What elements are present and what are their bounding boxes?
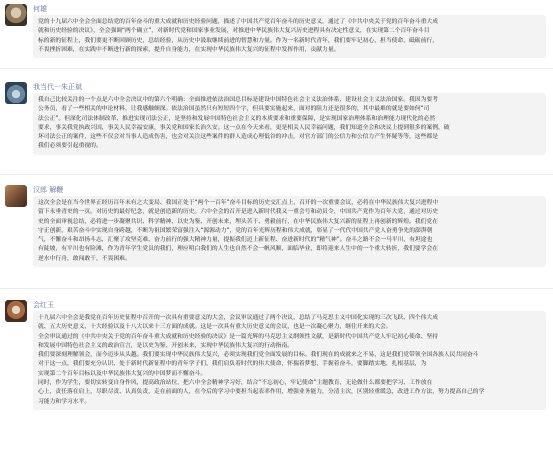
comment-text-line: 就和历史经验的决议》，全会强调“两个确立”，对新时代党和国家事业发展，对推进中华民族伟大复兴历史进程具有决定性意义，在实现第二个百年奋斗目 [38,28,430,35]
comment-text-line: 就、五大历史意义、十大经验以及十八大以来十三方面的成就。这是一次具有重大历史意义的会议，也是一次凝心聚力，继往开来的大会。 [38,324,392,331]
comment-text-line: 全会审议通过的《中共中央关于党的百年奋斗重大成就和历史经验的决议》是一篇光辉的马克思主义纲领性文献，是新时代中国共产党人牢记初心使命、坚持 [38,333,438,340]
comment-body [33,196,546,267]
comment-text-line: 逆水中行舟，敢闯敢干，不畏困难。 [38,255,131,262]
comment-author[interactable]: 汉郎 解鞭 [33,186,64,194]
comment-text-line: 和发展中国特色社会主义的政治宣言，是以史为鉴、开创未来，实现中华民族伟大复兴的行动指南。 [38,342,294,349]
post-divider [0,288,553,289]
comment-text-line: 不畏挫折困难，在实践中不断进行新的探索，提升自身能力，在实现中华民族伟大复兴的征程中发挥作用，贡献力量。 [38,46,340,53]
comment-text-line: 习能力和学习水平。 [38,398,91,405]
comment-text-line: 法公正”。但深化司法体制改革，推进实现司法公正，是坚持和发展中国特色社会主义的本质要求和重要保障，是实现国家治理体系和治理能力现代化的必然 [38,115,436,122]
comment-text-line: 气，不懈奋斗和昂扬斗志，汇聚了攻坚克难、奋力前行的强大精神力量，提振我们迈上新征程、奋进新时代的“精气神”。奋斗之路不会一马平川，有坦途也 [38,237,433,244]
comment-text-line: 实现第二个百年目标以及中华民族伟大复兴的中国梦而不懈奋斗。 [38,370,207,377]
comment-text-line: 我们必须要引起重视的。 [38,143,102,150]
comment-text-line: 坏司法公正的案件，这些不仅会对当事人造成伤害，也会对关注这些案件的群人造成心理低谷的冲击，对官方部门的公信力和公信力产生怀疑等等，这些都是 [38,134,438,141]
comment-text-line: 我们要深刻理解领会，而今迈步从头越。我们要实现中华民族伟大复兴，必须实现我们党全面发展的目标。我们现在的成就来之不易，这是我们党带领全国各族人民共同奋斗 [38,352,479,359]
user-avatar[interactable] [5,82,27,104]
comment-text-line: 党的十九届六中全会全面总结党的百年奋斗的重大成就和历史经验问题，描述了中国共产党百年奋斗的历史意义，通过了《中共中央关于党的百年奋斗重大成 [38,19,438,25]
post-divider [0,68,553,69]
post-divider [0,174,553,175]
comment-text-line: 这次全会是在当今世界正经历百年未有之大变局、我国正处于“两个一百年”奋斗目标的历史交汇点上，召开的一次重要会议，必将在中华民族伟大复兴进程中 [38,200,439,206]
comment-text-line: 我自己比较关注的一个点是六中全会决议中的第六个明确：全面推进依法治国总目标是建设中国特色社会主义法治体系，建设社会主义法治国家。我因为要考 [38,97,438,103]
comment-text-line: 十九届六中全会是我党在百年历史征程中召开的一次具有重要意义的大会，会议审议通过了两个决议，总结了马克思主义中国化实现的三次飞跃、四个伟大成 [38,315,438,321]
user-avatar[interactable] [5,4,27,26]
comment-text-line: 有陡坡，有平川也有险滩，作为青年学生党员的我们，理应明白我们的人生也自然不会一帆风顺，面临毕业，即将迎来人生中的一个重大转折，我们要学会在 [38,246,438,253]
comment-text-line: 要求，事关我党执政兴国，事关人民幸福安康，事关党和国家长治久安。这一点在今天来看，更是相关人民幸福问题，我们知道全会和决议上提到很多的案例，破 [38,124,450,131]
comment-text-line: 留下永垂青史的一页。对历史的最好纪念，就是创造新的历史。六中全会的召开是进入新时代我又一重会号和动员令，中国共产党作为百年大党，通过对历史 [38,209,438,216]
comment-author[interactable]: 我当代一朱正斌 [33,83,82,91]
comment-author[interactable]: 何雄 [33,5,47,13]
comment-text-line: 标的新的征程上，我们要更不断回顾历史，总结经验，从历史中汲取继续前进的智慧和力量。作为一名新时代青年，我们要牢记初心，担当使命，砥砺前行， [38,37,438,44]
comment-text-line: 同时，作为学生，要切实转变自身作风，提高政治站位，把六中全会精神学习好，结合“不忘初心，牢记使命”主题教育，无论做什么都要把学习、工作放在 [38,380,433,387]
comment-body [33,93,546,155]
comment-body [33,311,546,410]
comment-text-line: 公务员，看了一些相关的申论材料，让我感触颇深。依法治国虽然只有短短四个字，但具要实施起来，面对的阻力还是很多的，其中最难的就是要如何“司 [38,106,430,113]
comment-text-line: 心上，责任落在肩上，尽职尽责、认真负责，走在前面的人，在今后的学习中要担当起表率作用，增强业务能力，分清主次，区别轻重缓急，改进工作方法，努力提高自己的学 [38,389,485,396]
user-avatar[interactable] [5,185,27,207]
comment-text-line: 史的全面审视总结，必将进一步凝聚共识、科学精神、以史为鉴、开创未来，埋头苦干、勇毅前行，在中华民族伟大复兴新的征程上再创新的辉煌。我们党在 [38,218,438,225]
comment-text-line: 对于这一点，我们要充分认识、处于新时代新征程中的青年学子们，我们肩负着时代的伟大使命，怀揣着梦想，手握着奋斗，要脚踏实地，扎根基层，为 [38,361,427,368]
comment-text-line: 守正创新，艰苦奋斗中实现自身跨越，不断为祖国繁荣富强注入“源源动力”，党的百年光辉历程和伟大成就，彰显了一代代中国共产党人奋勇争先的澎湃朝 [38,227,433,234]
user-avatar[interactable] [5,300,27,322]
comment-body [33,15,546,58]
comment-author[interactable]: 会红玉 [33,301,54,309]
